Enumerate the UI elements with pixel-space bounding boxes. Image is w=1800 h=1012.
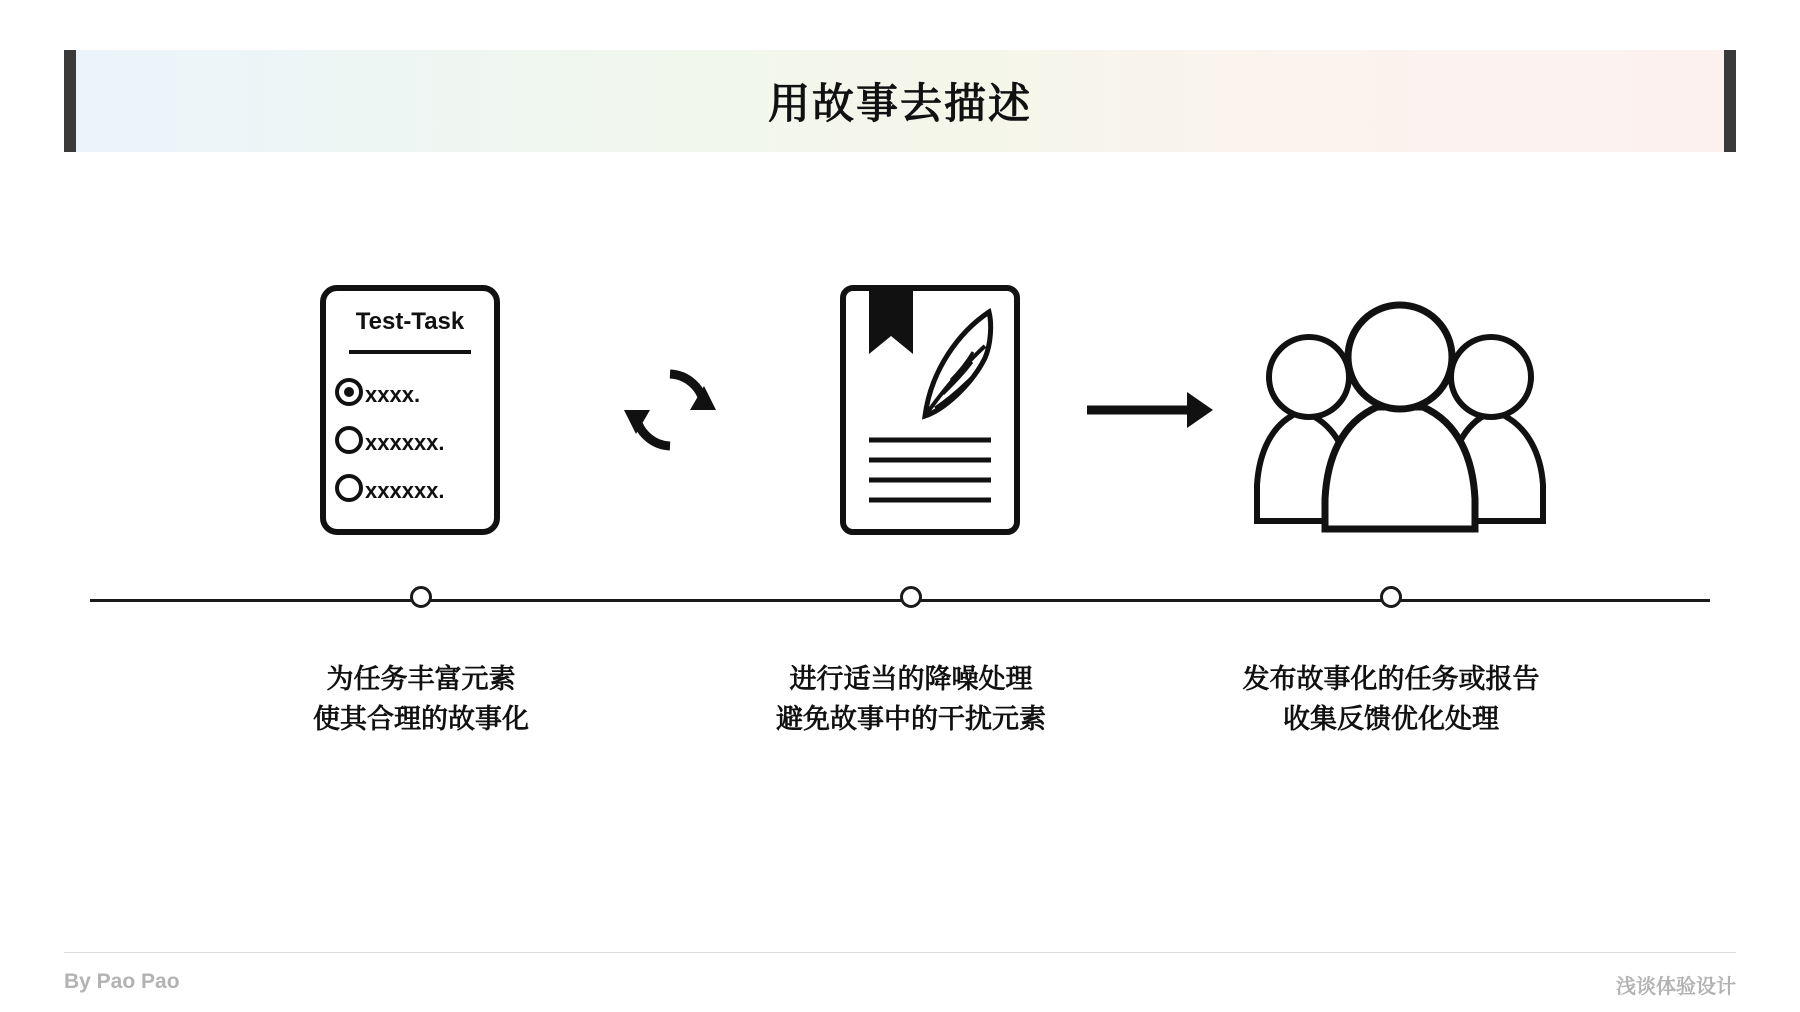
timeline-captions <box>0 660 1800 790</box>
diagram-icon-row <box>0 280 1800 560</box>
step-3-caption-line-2: 收集反馈优化处理 <box>1283 703 1499 734</box>
footer-divider <box>64 952 1736 953</box>
step-1-caption-line-2: 使其合理的故事化 <box>313 703 529 734</box>
task-option-2: xxxxxx. <box>365 478 445 503</box>
arrow-right-icon <box>1085 380 1215 440</box>
bookmark-quill-document-icon <box>839 284 1021 536</box>
task-option-1: xxxxxx. <box>365 430 445 455</box>
step-3-caption <box>1191 660 1591 740</box>
header-left-accent-bar <box>64 50 76 152</box>
refresh-cycle-icon <box>620 360 720 460</box>
story-process-diagram <box>0 280 1800 800</box>
timeline-node-1[interactable] <box>410 586 432 608</box>
step-2-caption <box>711 660 1111 740</box>
step-3-icon <box>1210 280 1590 540</box>
footer-brand: 浅谈体验设计 <box>1616 976 1736 998</box>
timeline <box>0 580 1800 620</box>
footer-author: By Pao Pao <box>64 970 180 993</box>
header-right-accent-bar <box>1724 50 1736 152</box>
step-1-icon <box>250 280 570 540</box>
page-header <box>64 50 1736 152</box>
step-3-caption-line-1: 发布故事化的任务或报告 <box>1242 664 1540 694</box>
step-2-caption-line-1: 进行适当的降噪处理 <box>789 664 1033 694</box>
page-footer <box>64 952 1736 1012</box>
checklist-card-icon <box>319 284 501 536</box>
timeline-node-3[interactable] <box>1380 586 1402 608</box>
step-1-caption-line-1: 为任务丰富元素 <box>326 664 516 694</box>
page-title: 用故事去描述 <box>767 80 1032 127</box>
task-option-0: xxxx. <box>365 382 421 407</box>
step-2-caption-line-2: 避免故事中的干扰元素 <box>776 703 1046 734</box>
task-card-title: Test-Task <box>355 308 465 335</box>
header-gradient-band <box>76 50 1724 152</box>
timeline-node-2[interactable] <box>900 586 922 608</box>
connector-1 <box>570 280 770 540</box>
step-1-caption <box>221 660 621 740</box>
people-group-icon <box>1235 285 1565 535</box>
